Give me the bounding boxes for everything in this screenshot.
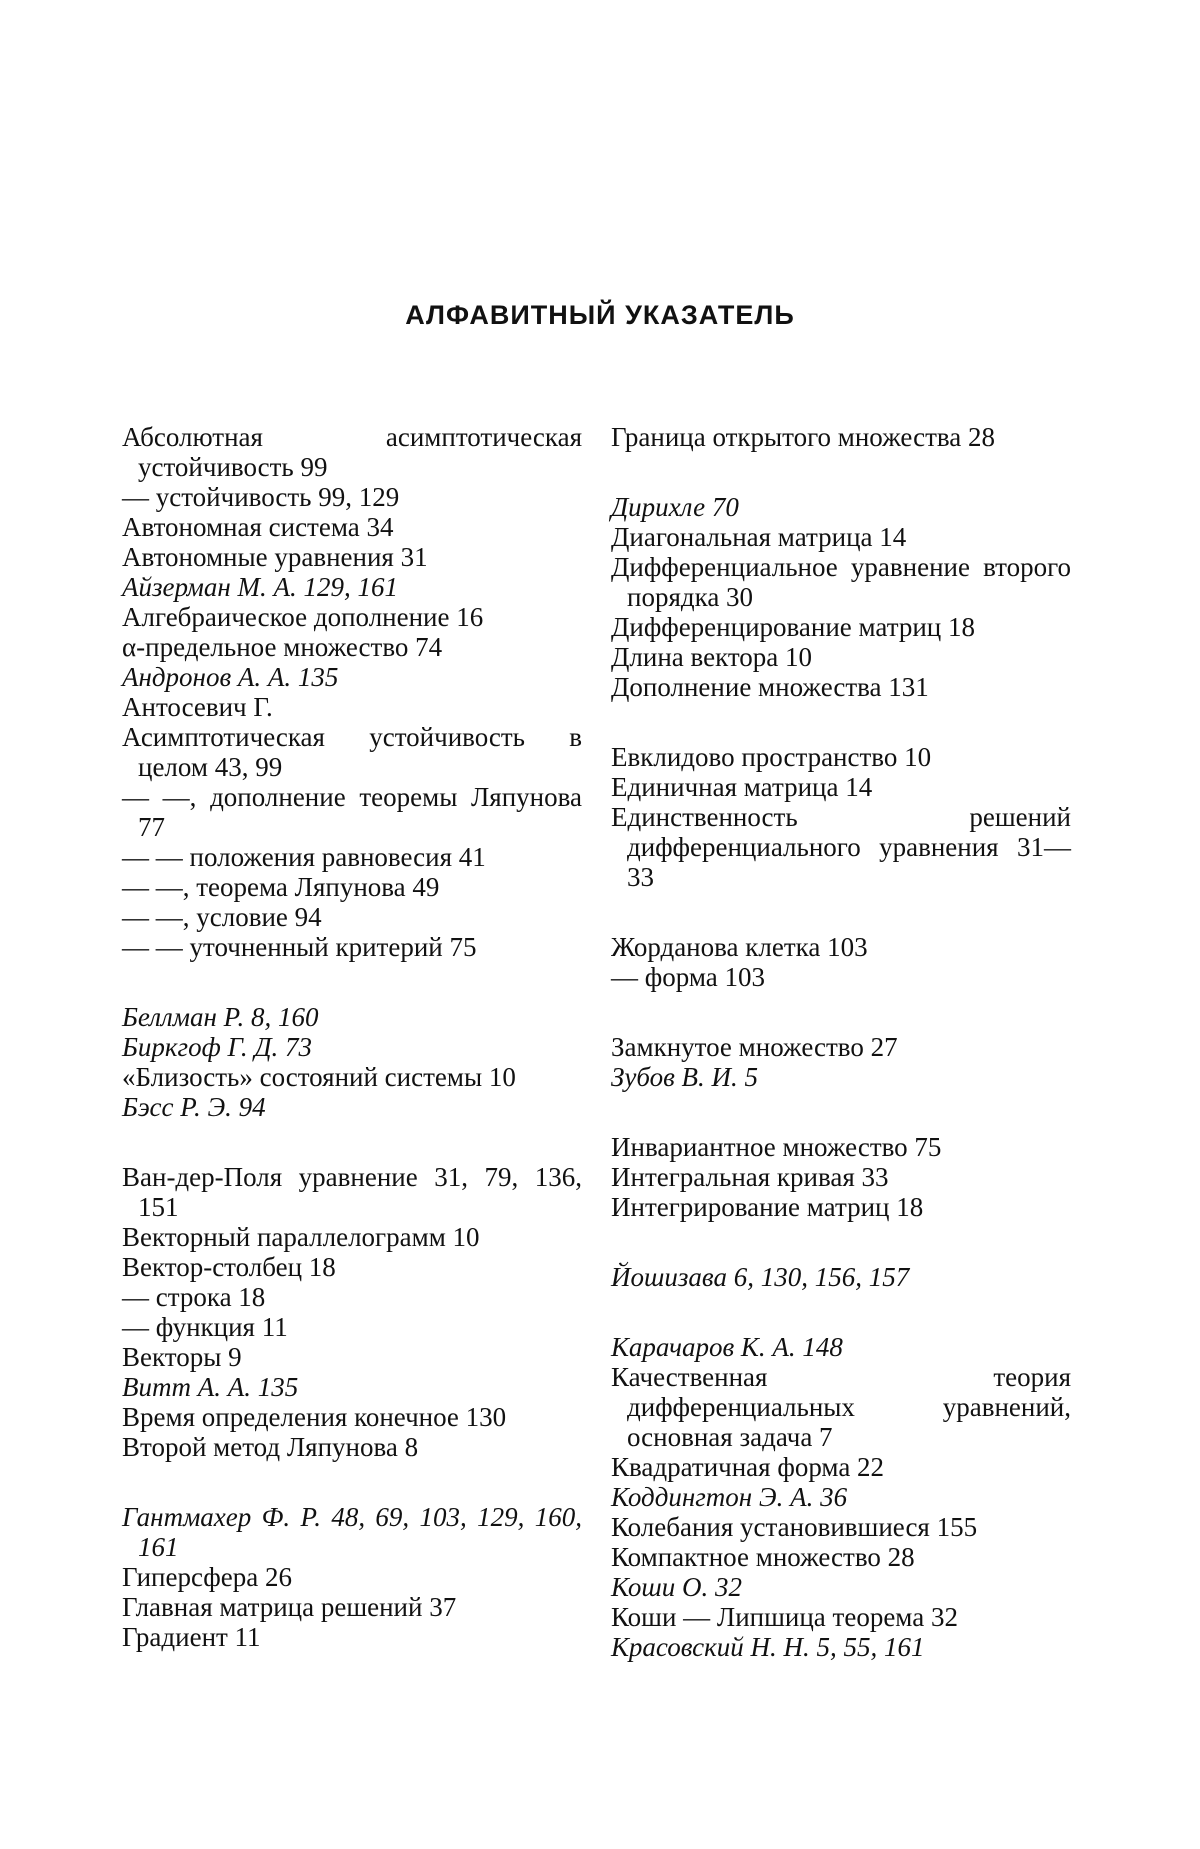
index-entry: Вектор-столбец 18 [122,1252,336,1282]
index-entry: Единственность решений дифференциального уравнения 31—33 [611,802,1071,892]
index-column-right [611,422,1071,1662]
index-entry: Качественная теория дифференциальных уравнений, основная задача 7 [611,1362,1071,1452]
index-entry: Интегрирование матриц 18 [611,1192,924,1222]
index-entry: Автономные уравнения 31 [122,542,428,572]
index-entry: Замкнутое множество 27 [611,1032,898,1062]
index-entry: Диагональная матрица 14 [611,522,907,552]
index-entry: Абсолютная асимптотическая устойчивость 99 [122,422,582,482]
index-entry: Красовский Н. Н. 5, 55, 161 [611,1632,925,1662]
index-entry: «Близость» состояний системы 10 [122,1062,516,1092]
index-entry: — — уточненный критерий 75 [122,932,477,962]
index-entry: Дифференциальное уравнение второго порядка 30 [611,552,1071,612]
index-entry: Карачаров К. А. 148 [611,1332,843,1362]
index-column-left [122,422,582,1652]
index-entry: Длина вектора 10 [611,642,813,672]
index-group [611,1032,1071,1092]
index-group [611,1262,1071,1292]
index-entry: — — положения равновесия 41 [122,842,486,872]
index-entry: Коддингтон Э. А. 36 [611,1482,848,1512]
index-entry: Компактное множество 28 [611,1542,915,1572]
index-entry: Витт А. А. 135 [122,1372,299,1402]
index-entry: Автономная система 34 [122,512,394,542]
index-entry: Колебания установившиеся 155 [611,1512,978,1542]
index-entry: Андронов А. А. 135 [122,662,339,692]
index-entry: — —, условие 94 [122,902,322,932]
index-entry: Зубов В. И. 5 [611,1062,759,1092]
index-entry: Йошизава 6, 130, 156, 157 [611,1262,910,1292]
index-group [122,1502,582,1652]
index-group [122,422,582,962]
index-entry: Дирихле 70 [611,492,739,522]
index-entry: Жорданова клетка 103 [611,932,868,962]
index-entry: Дополнение множества 131 [611,672,929,702]
index-entry: Время определения конечное 130 [122,1402,507,1432]
index-entry: α-предельное множество 74 [122,632,443,662]
index-entry: Антосевич Г. [122,692,273,722]
index-group [611,492,1071,702]
index-entry: Дифференцирование матриц 18 [611,612,975,642]
index-entry: — устойчивость 99, 129 [122,482,400,512]
index-entry: Граница открытого множества 28 [611,422,995,452]
index-entry: — —, дополнение теоремы Ляпунова 77 [122,782,582,842]
index-group [611,932,1071,992]
index-entry: Главная матрица решений 37 [122,1592,457,1622]
index-entry: — строка 18 [122,1282,266,1312]
index-group [611,1132,1071,1222]
index-entry: Гантмахер Ф. Р. 48, 69, 103, 129, 160, 161 [122,1502,582,1562]
index-entry: Градиент 11 [122,1622,261,1652]
index-entry: Беллман Р. 8, 160 [122,1002,319,1032]
index-entry: Асимптотическая устойчивость в целом 43, 99 [122,722,582,782]
index-entry: Квадратичная форма 22 [611,1452,885,1482]
index-entry: — функция 11 [122,1312,288,1342]
index-entry: Единичная матрица 14 [611,772,873,802]
page-title: АЛФАВИТНЫЙ УКАЗАТЕЛЬ [405,300,795,330]
index-entry: Евклидово пространство 10 [611,742,932,772]
index-group [611,1332,1071,1662]
index-entry: Коши — Липшица теорема 32 [611,1602,958,1632]
index-entry: Второй метод Ляпунова 8 [122,1432,419,1462]
index-group [122,1002,582,1122]
index-group [611,422,1071,452]
index-entry: Ван-дер-Поля уравнение 31, 79, 136, 151 [122,1162,582,1222]
index-entry: Векторный параллелограмм 10 [122,1222,480,1252]
index-group [122,1162,582,1462]
index-entry: Алгебраическое дополнение 16 [122,602,484,632]
index-group [611,742,1071,892]
index-entry: Бэсс Р. Э. 94 [122,1092,266,1122]
index-entry: Интегральная кривая 33 [611,1162,889,1192]
index-entry: — форма 103 [611,962,765,992]
index-entry: — —, теорема Ляпунова 49 [122,872,440,902]
index-entry: Айзерман М. А. 129, 161 [122,572,399,602]
index-entry: Инвариантное множество 75 [611,1132,942,1162]
index-entry: Векторы 9 [122,1342,242,1372]
index-entry: Гиперсфера 26 [122,1562,292,1592]
index-entry: Коши О. 32 [611,1572,743,1602]
index-entry: Биркгоф Г. Д. 73 [122,1032,313,1062]
